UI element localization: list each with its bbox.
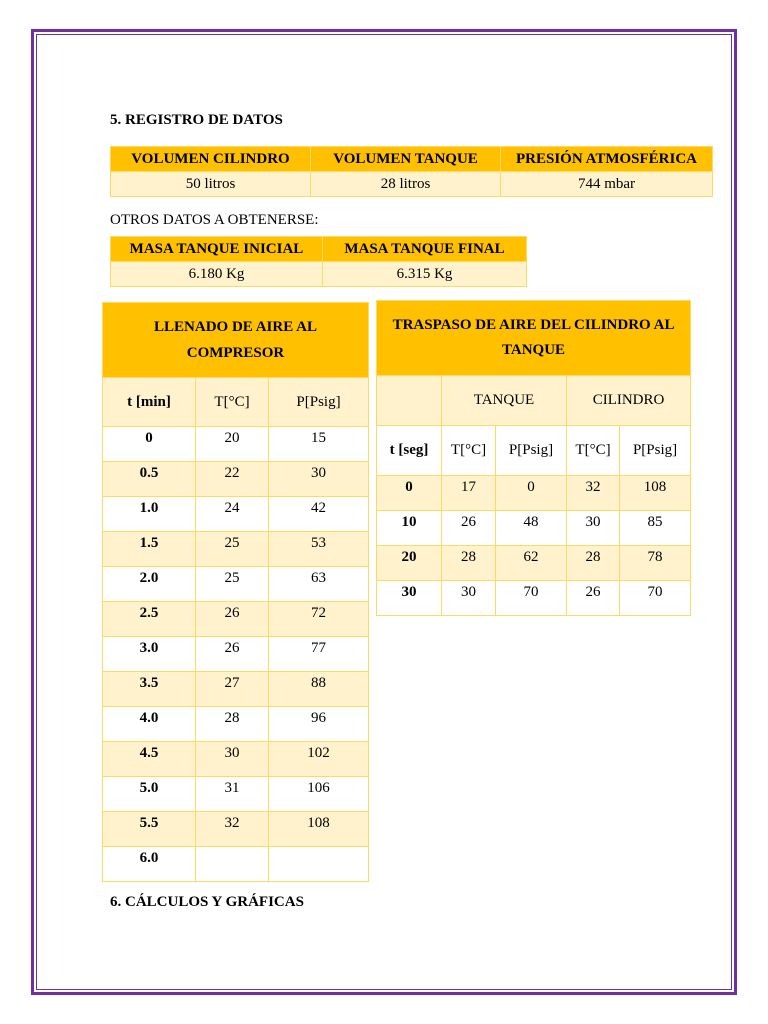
mass-table — [110, 236, 527, 287]
traspaso-col-tanque-pressure: P[Psig] — [496, 426, 567, 476]
value-masa-inicial: 6.180 Kg — [111, 262, 323, 287]
table-row — [103, 847, 369, 882]
llenado-cell: 2.5 — [103, 602, 196, 637]
table-row — [103, 602, 369, 637]
llenado-cell: 106 — [269, 777, 369, 812]
traspaso-group-cilindro: CILINDRO — [567, 376, 691, 426]
llenado-title: LLENADO DE AIRE AL COMPRESOR — [103, 303, 369, 378]
llenado-cell: 0.5 — [103, 462, 196, 497]
table-row — [103, 812, 369, 847]
table-row — [377, 476, 691, 511]
llenado-cell: 53 — [269, 532, 369, 567]
llenado-cell: 25 — [196, 567, 269, 602]
llenado-cell: 24 — [196, 497, 269, 532]
traspaso-cell: 26 — [567, 581, 620, 616]
llenado-cell: 27 — [196, 672, 269, 707]
traspaso-cell: 28 — [567, 546, 620, 581]
llenado-cell: 26 — [196, 602, 269, 637]
traspaso-cell: 20 — [377, 546, 442, 581]
otros-datos-label: OTROS DATOS A OBTENERSE: — [110, 212, 319, 228]
traspaso-cell: 30 — [567, 511, 620, 546]
table-row — [103, 637, 369, 672]
traspaso-cell: 62 — [496, 546, 567, 581]
llenado-cell: 1.0 — [103, 497, 196, 532]
llenado-cell: 2.0 — [103, 567, 196, 602]
traspaso-group-tanque: TANQUE — [442, 376, 567, 426]
traspaso-cell: 32 — [567, 476, 620, 511]
llenado-cell — [196, 847, 269, 882]
llenado-col-temp: T[°C] — [196, 378, 269, 427]
llenado-cell: 63 — [269, 567, 369, 602]
table-row — [103, 427, 369, 462]
llenado-cell: 96 — [269, 707, 369, 742]
llenado-cell: 4.5 — [103, 742, 196, 777]
llenado-cell: 31 — [196, 777, 269, 812]
llenado-cell: 5.5 — [103, 812, 196, 847]
llenado-cell: 5.0 — [103, 777, 196, 812]
traspaso-cell: 108 — [620, 476, 691, 511]
header-masa-inicial: MASA TANQUE INICIAL — [111, 237, 323, 262]
llenado-cell: 15 — [269, 427, 369, 462]
value-presion-atmosferica: 744 mbar — [501, 172, 713, 197]
llenado-cell: 3.5 — [103, 672, 196, 707]
traspaso-col-cilindro-temp: T[°C] — [567, 426, 620, 476]
value-volumen-cilindro: 50 litros — [111, 172, 311, 197]
traspaso-cell: 0 — [496, 476, 567, 511]
llenado-col-pressure: P[Psig] — [269, 378, 369, 427]
traspaso-cell: 17 — [442, 476, 496, 511]
traspaso-cell: 48 — [496, 511, 567, 546]
traspaso-cell: 26 — [442, 511, 496, 546]
table-row — [103, 567, 369, 602]
traspaso-title: TRASPASO DE AIRE DEL CILINDRO AL TANQUE — [377, 301, 691, 376]
table-row — [377, 546, 691, 581]
table-row — [377, 581, 691, 616]
llenado-cell: 1.5 — [103, 532, 196, 567]
traspaso-col-cilindro-pressure: P[Psig] — [620, 426, 691, 476]
header-presion-atmosferica: PRESIÓN ATMOSFÉRICA — [501, 147, 713, 172]
llenado-cell: 4.0 — [103, 707, 196, 742]
traspaso-cell: 70 — [496, 581, 567, 616]
llenado-cell: 20 — [196, 427, 269, 462]
traspaso-group-blank — [377, 376, 442, 426]
table-row — [103, 742, 369, 777]
table-row — [103, 462, 369, 497]
traspaso-cell: 28 — [442, 546, 496, 581]
llenado-cell: 22 — [196, 462, 269, 497]
traspaso-cell: 30 — [442, 581, 496, 616]
volume-pressure-table — [110, 146, 713, 197]
llenado-cell: 108 — [269, 812, 369, 847]
llenado-cell: 88 — [269, 672, 369, 707]
llenado-cell: 30 — [269, 462, 369, 497]
header-volumen-cilindro: VOLUMEN CILINDRO — [111, 147, 311, 172]
traspaso-cell: 30 — [377, 581, 442, 616]
traspaso-table — [376, 300, 691, 616]
llenado-table — [102, 302, 369, 882]
llenado-cell: 26 — [196, 637, 269, 672]
table-row — [103, 497, 369, 532]
llenado-cell: 42 — [269, 497, 369, 532]
llenado-cell: 72 — [269, 602, 369, 637]
section-6-title: 6. CÁLCULOS Y GRÁFICAS — [110, 894, 304, 910]
table-row — [103, 532, 369, 567]
traspaso-col-tanque-temp: T[°C] — [442, 426, 496, 476]
traspaso-cell: 0 — [377, 476, 442, 511]
traspaso-cell: 78 — [620, 546, 691, 581]
llenado-cell: 0 — [103, 427, 196, 462]
table-row — [103, 777, 369, 812]
traspaso-cell: 70 — [620, 581, 691, 616]
llenado-cell: 77 — [269, 637, 369, 672]
traspaso-cell: 85 — [620, 511, 691, 546]
llenado-cell: 102 — [269, 742, 369, 777]
llenado-cell: 30 — [196, 742, 269, 777]
table-row — [103, 707, 369, 742]
header-volumen-tanque: VOLUMEN TANQUE — [311, 147, 501, 172]
header-masa-final: MASA TANQUE FINAL — [323, 237, 527, 262]
llenado-cell: 32 — [196, 812, 269, 847]
value-masa-final: 6.315 Kg — [323, 262, 527, 287]
llenado-cell: 6.0 — [103, 847, 196, 882]
section-5-title: 5. REGISTRO DE DATOS — [110, 112, 283, 128]
traspaso-col-time: t [seg] — [377, 426, 442, 476]
llenado-cell: 25 — [196, 532, 269, 567]
llenado-cell: 28 — [196, 707, 269, 742]
value-volumen-tanque: 28 litros — [311, 172, 501, 197]
table-row — [103, 672, 369, 707]
table-row — [377, 511, 691, 546]
llenado-cell — [269, 847, 369, 882]
traspaso-cell: 10 — [377, 511, 442, 546]
llenado-cell: 3.0 — [103, 637, 196, 672]
llenado-col-time: t [min] — [103, 378, 196, 427]
